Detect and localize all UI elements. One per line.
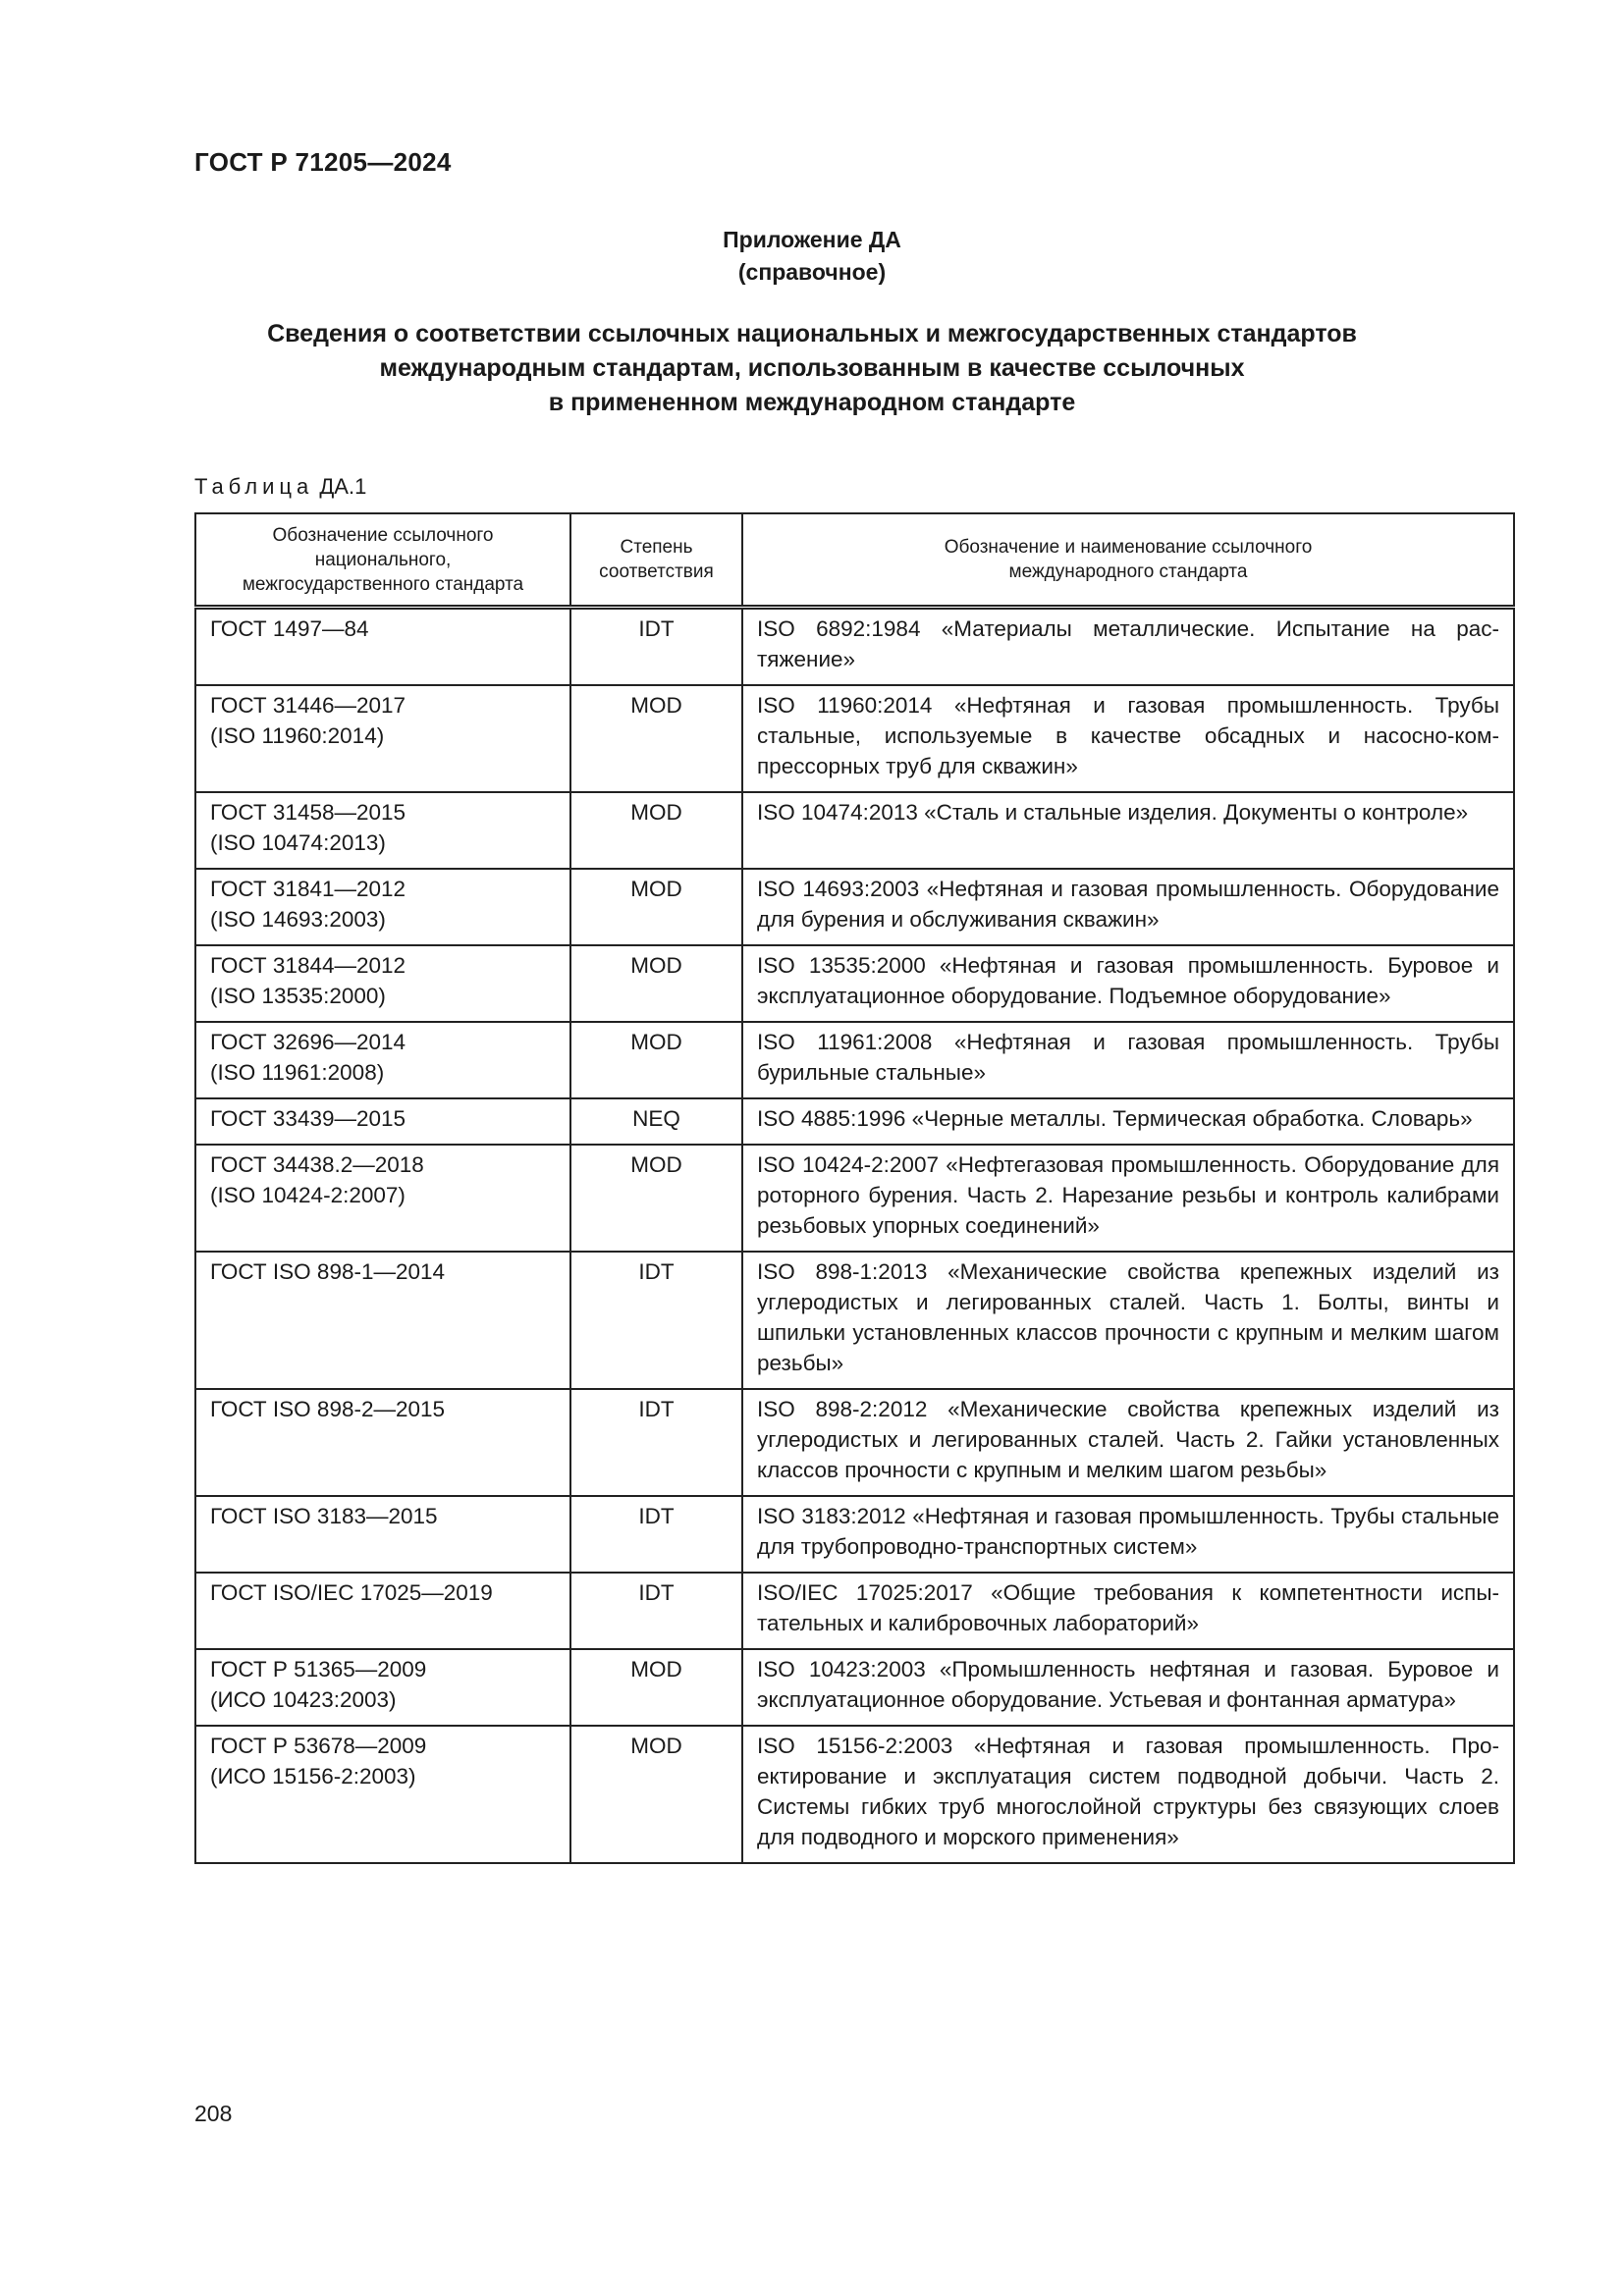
- international-standard-cell: ISO 11961:2008 «Нефтяная и газовая промышленность. Трубы бурильные стальные»: [742, 1022, 1514, 1098]
- national-standard-cell: [195, 1726, 570, 1863]
- column-header-line: национального,: [314, 549, 452, 570]
- table-row: [195, 1098, 1514, 1145]
- national-standard-line: (ИСО 15156-2:2003): [210, 1764, 416, 1789]
- table-row: [195, 608, 1514, 686]
- table-row: [195, 1389, 1514, 1496]
- national-standard-line: (ISO 11961:2008): [210, 1060, 385, 1085]
- degree-cell: MOD: [570, 685, 742, 792]
- table-label-number: ДА.1: [319, 474, 367, 499]
- national-standard-cell: [195, 792, 570, 869]
- degree-cell: IDT: [570, 1573, 742, 1649]
- national-standard-line: (ISO 11960:2014): [210, 723, 385, 748]
- degree-cell: MOD: [570, 1145, 742, 1252]
- national-standard-cell: [195, 1573, 570, 1649]
- annex-heading: [0, 317, 1624, 420]
- national-standard-line: ГОСТ 33439—2015: [210, 1106, 406, 1131]
- degree-cell: MOD: [570, 1726, 742, 1863]
- annex-caption: [0, 224, 1624, 289]
- table-header-row: [195, 513, 1514, 608]
- table-body: [195, 608, 1514, 1864]
- column-header-line: Степень: [620, 537, 693, 558]
- table-row: [195, 792, 1514, 869]
- degree-cell: IDT: [570, 1496, 742, 1573]
- page-number: 208: [194, 2101, 233, 2126]
- degree-cell: IDT: [570, 608, 742, 686]
- international-standard-cell: ISO/IEC 17025:2017 «Общие требования к компетентности испытательных и калибровочных лабораторий»: [742, 1573, 1514, 1649]
- annex-status: (справочное): [737, 259, 887, 285]
- international-standard-cell: ISO 898-1:2013 «Механические свойства крепежных изделий из углеродистых и легированных сталей. Часть 1. Болты, винты и шпильки установленных классов прочности с крупным и мелким шагом резьбы»: [742, 1252, 1514, 1389]
- annex-title: Приложение ДА: [723, 227, 901, 252]
- international-standard-cell: ISO 11960:2014 «Нефтяная и газовая промышленность. Трубы стальные, используемые в качестве обсадных и насосно-компрессорных труб для скважин»: [742, 685, 1514, 792]
- national-standard-line: (ISO 10424-2:2007): [210, 1183, 406, 1207]
- international-standard-cell: ISO 14693:2003 «Нефтяная и газовая промышленность. Оборудование для бурения и обслуживания скважин»: [742, 869, 1514, 945]
- column-header-line: Обозначение ссылочного: [272, 524, 494, 546]
- national-standard-line: ГОСТ 31844—2012: [210, 953, 406, 978]
- column-header-line: межгосударственного стандарта: [242, 573, 524, 595]
- table-label: [194, 474, 366, 500]
- column-header-line: Обозначение и наименование ссылочного: [944, 537, 1313, 558]
- correspondence-table: [194, 512, 1515, 1864]
- table-row: [195, 1252, 1514, 1389]
- national-standard-cell: [195, 1252, 570, 1389]
- table-row: [195, 869, 1514, 945]
- national-standard-line: (ISO 14693:2003): [210, 907, 386, 932]
- international-standard-cell: ISO 10424-2:2007 «Нефтегазовая промышленность. Оборудование для роторного бурения. Часть 2. Нарезание резьбы и контроль калибрами резьбовых упорных соединений»: [742, 1145, 1514, 1252]
- national-standard-line: ГОСТ 1497—84: [210, 616, 369, 641]
- national-standard-line: ГОСТ ISO/IEC 17025—2019: [210, 1580, 493, 1605]
- column-header-international: [742, 513, 1514, 608]
- table-row: [195, 945, 1514, 1022]
- national-standard-cell: [195, 869, 570, 945]
- table-row: [195, 1573, 1514, 1649]
- national-standard-cell: [195, 1389, 570, 1496]
- national-standard-line: ГОСТ 31841—2012: [210, 877, 406, 901]
- international-standard-cell: ISO 10474:2013 «Сталь и стальные изделия. Документы о контроле»: [742, 792, 1514, 869]
- table-row: [195, 1496, 1514, 1573]
- degree-cell: IDT: [570, 1252, 742, 1389]
- national-standard-line: (ИСО 10423:2003): [210, 1687, 397, 1712]
- national-standard-cell: [195, 1145, 570, 1252]
- national-standard-line: ГОСТ 32696—2014: [210, 1030, 406, 1054]
- national-standard-line: ГОСТ ISO 898-2—2015: [210, 1397, 446, 1421]
- table-row: [195, 685, 1514, 792]
- degree-cell: NEQ: [570, 1098, 742, 1145]
- national-standard-cell: [195, 685, 570, 792]
- national-standard-line: ГОСТ ISO 3183—2015: [210, 1504, 438, 1528]
- annex-heading-line: международным стандартам, использованным в качестве ссылочных: [379, 354, 1245, 382]
- national-standard-line: ГОСТ 34438.2—2018: [210, 1152, 424, 1177]
- national-standard-cell: [195, 1649, 570, 1726]
- international-standard-cell: ISO 15156-2:2003 «Нефтяная и газовая промышленность. Проектирование и эксплуатация систем подводной добычи. Часть 2. Системы гибких труб многослойной структуры без связующих слоев для подводного и морского применения»: [742, 1726, 1514, 1863]
- degree-cell: MOD: [570, 945, 742, 1022]
- column-header-national: [195, 513, 570, 608]
- degree-cell: MOD: [570, 792, 742, 869]
- annex-heading-line: Сведения о соответствии ссылочных национальных и межгосударственных стандартов: [267, 320, 1357, 347]
- degree-cell: MOD: [570, 1649, 742, 1726]
- national-standard-line: ГОСТ Р 53678—2009: [210, 1734, 427, 1758]
- national-standard-cell: [195, 1496, 570, 1573]
- table-label-word: Таблица: [194, 474, 314, 499]
- international-standard-cell: ISO 13535:2000 «Нефтяная и газовая промышленность. Буровое и эксплуатационное оборудование. Подъемное оборудование»: [742, 945, 1514, 1022]
- document-code: ГОСТ Р 71205—2024: [194, 147, 452, 177]
- column-header-degree: [570, 513, 742, 608]
- degree-cell: IDT: [570, 1389, 742, 1496]
- degree-cell: MOD: [570, 1022, 742, 1098]
- national-standard-line: ГОСТ 31446—2017: [210, 693, 406, 718]
- annex-heading-line: в примененном международном стандарте: [548, 389, 1076, 416]
- international-standard-cell: ISO 4885:1996 «Черные металлы. Термическая обработка. Словарь»: [742, 1098, 1514, 1145]
- column-header-line: международного стандарта: [1008, 561, 1248, 582]
- national-standard-cell: [195, 1022, 570, 1098]
- national-standard-line: (ISO 13535:2000): [210, 984, 386, 1008]
- national-standard-cell: [195, 945, 570, 1022]
- national-standard-line: ГОСТ Р 51365—2009: [210, 1657, 427, 1682]
- international-standard-cell: ISO 10423:2003 «Промышленность нефтяная и газовая. Буровое и эксплуатационное оборудование. Устьевая и фонтанная арматура»: [742, 1649, 1514, 1726]
- national-standard-cell: [195, 1098, 570, 1145]
- international-standard-cell: ISO 6892:1984 «Материалы металлические. Испытание на растяжение»: [742, 608, 1514, 686]
- table-row: [195, 1649, 1514, 1726]
- national-standard-line: ГОСТ 31458—2015: [210, 800, 406, 825]
- national-standard-line: (ISO 10474:2013): [210, 830, 386, 855]
- national-standard-cell: [195, 608, 570, 686]
- column-header-line: соответствия: [599, 561, 714, 582]
- table-row: [195, 1145, 1514, 1252]
- degree-cell: MOD: [570, 869, 742, 945]
- table-row: [195, 1022, 1514, 1098]
- national-standard-line: ГОСТ ISO 898-1—2014: [210, 1259, 446, 1284]
- table-row: [195, 1726, 1514, 1863]
- international-standard-cell: ISO 898-2:2012 «Механические свойства крепежных изделий из углеродистых и легированных сталей. Часть 2. Гайки установленных классов прочности с крупным и мелким шагом резьбы»: [742, 1389, 1514, 1496]
- international-standard-cell: ISO 3183:2012 «Нефтяная и газовая промышленность. Трубы стальные для трубопроводно-транспортных систем»: [742, 1496, 1514, 1573]
